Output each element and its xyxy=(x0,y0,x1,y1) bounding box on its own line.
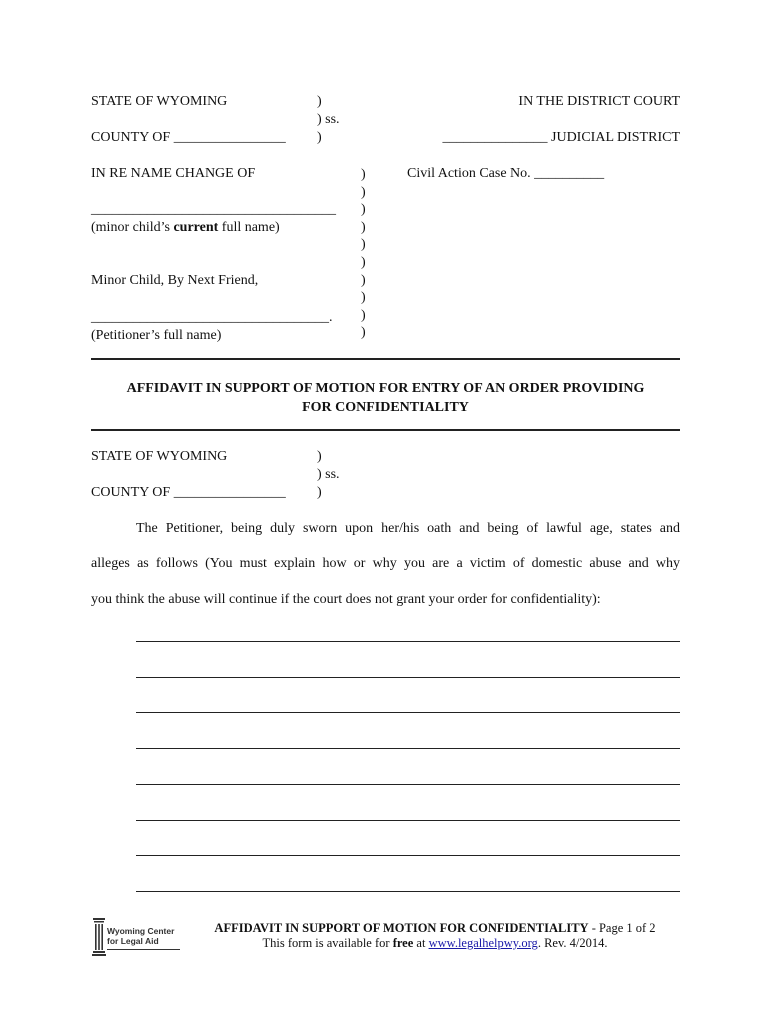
judicial-district-field[interactable]: _______________ JUDICIAL DISTRICT xyxy=(442,130,680,145)
answer-line[interactable] xyxy=(136,641,680,642)
logo-line: Wyoming Center xyxy=(107,926,175,936)
caption-paren-ss: ) ss. xyxy=(317,112,340,127)
answer-line[interactable] xyxy=(136,891,680,892)
venue-paren: ) xyxy=(317,485,322,500)
legalhelp-link[interactable]: www.legalhelpwy.org xyxy=(428,936,538,950)
body-text-line: you think the abuse will continue if the court does not grant your order for confidentiality): xyxy=(91,592,601,607)
caption-county[interactable]: COUNTY OF ________________ xyxy=(91,130,286,145)
caption-paren: ) xyxy=(317,130,322,145)
footer-title-line: AFFIDAVIT IN SUPPORT OF MOTION FOR CONFIDENTIALITY - Page 1 of 2 xyxy=(214,921,656,935)
answer-line[interactable] xyxy=(136,677,680,678)
petitioner-name-field[interactable]: __________________________________. xyxy=(91,310,333,325)
footer xyxy=(200,921,670,951)
venue-paren-ss: ) ss. xyxy=(317,467,340,482)
wyoming-center-logo xyxy=(92,916,182,956)
document-title: AFFIDAVIT IN SUPPORT OF MOTION FOR ENTRY OF AN ORDER PROVIDING FOR CONFIDENTIALITY xyxy=(126,381,645,415)
paren-column: ) ) ) ) ) ) ) ) ) ) xyxy=(361,167,366,341)
footer-availability-line: This form is available for free at www.legalhelpwy.org. Rev. 4/2014. xyxy=(262,936,608,950)
answer-line[interactable] xyxy=(136,855,680,856)
answer-line[interactable] xyxy=(136,820,680,821)
in-re-label: IN RE NAME CHANGE OF xyxy=(91,166,256,181)
logo-underline xyxy=(107,949,180,950)
answer-line[interactable] xyxy=(136,784,680,785)
caption-paren: ) xyxy=(317,94,322,109)
case-number-field[interactable]: Civil Action Case No. __________ xyxy=(407,166,605,181)
minor-child-label: Minor Child, By Next Friend, xyxy=(91,273,259,288)
minor-name-label: (minor child’s current full name) xyxy=(91,220,280,235)
venue-paren: ) xyxy=(317,449,322,464)
caption-state: STATE OF WYOMING xyxy=(91,94,228,109)
venue-county[interactable]: COUNTY OF ________________ xyxy=(91,485,286,500)
body-text-line: The Petitioner, being duly sworn upon her/his oath and being of lawful age, states and xyxy=(136,521,680,536)
title-bottom-rule xyxy=(91,429,680,431)
logo-line: for Legal Aid xyxy=(107,936,159,946)
minor-name-field[interactable]: ___________________________________ xyxy=(91,202,336,217)
body-text-line: alleges as follows (You must explain how or why you are a victim of domestic abuse and why xyxy=(91,556,680,571)
petitioner-name-label: (Petitioner’s full name) xyxy=(91,328,222,343)
venue-state: STATE OF WYOMING xyxy=(91,449,228,464)
answer-line[interactable] xyxy=(136,712,680,713)
court-name: IN THE DISTRICT COURT xyxy=(518,94,680,109)
pillar-icon xyxy=(92,916,106,958)
title-top-rule xyxy=(91,358,680,360)
answer-line[interactable] xyxy=(136,748,680,749)
